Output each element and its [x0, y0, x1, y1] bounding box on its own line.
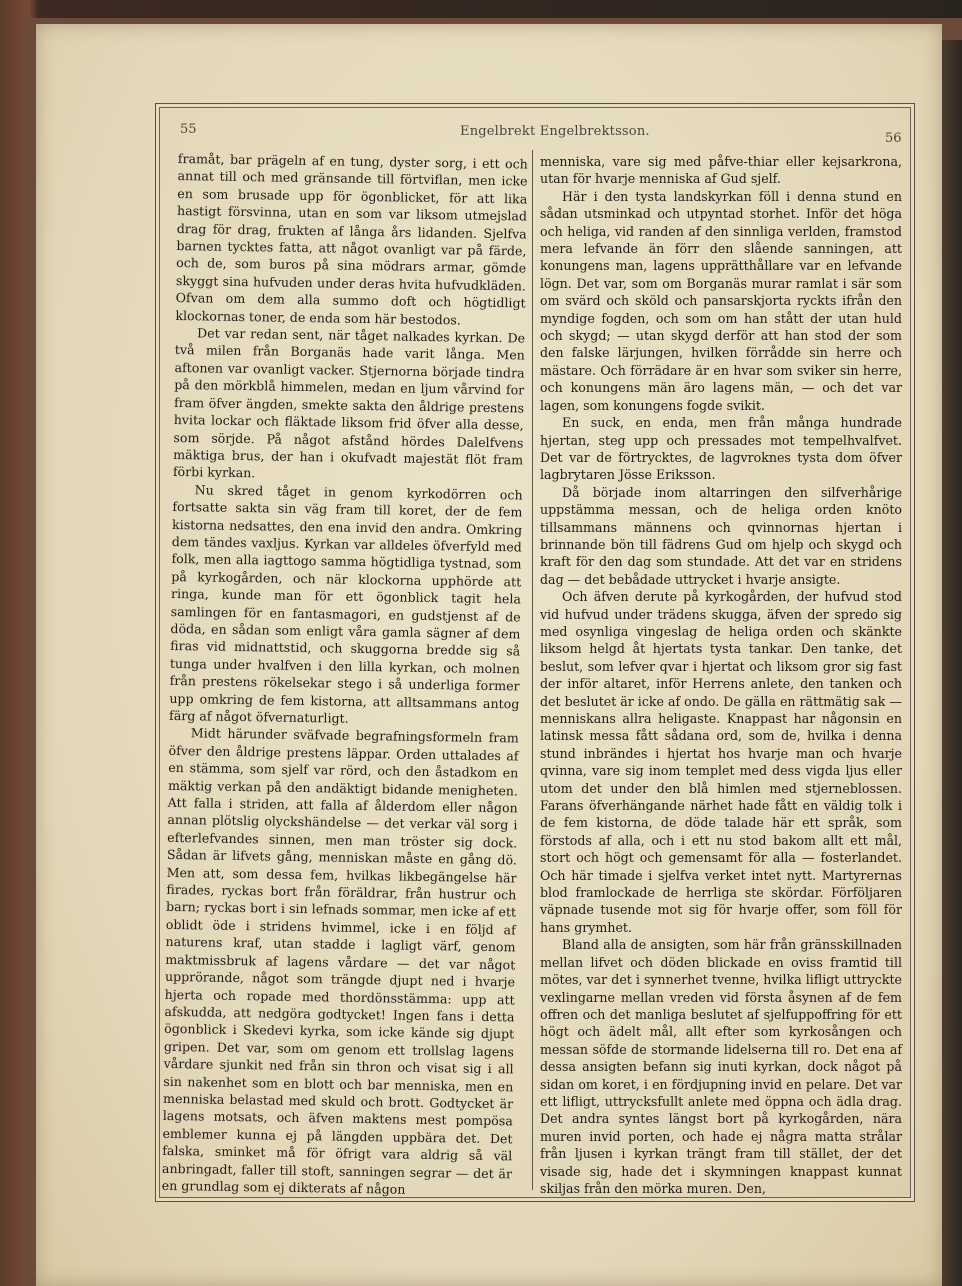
- paragraph: Bland alla de ansigten, som här från gränsskillnaden mellan lifvet och döden blickade en oviss framtid till mötes, var det i synnerhet tvenne, hvilka lifligt uttryckte vexlingarne mellan vreden vid första åsynen af de fem offren och det manliga beslutet af sjelfuppoffring för ett högt och ädelt mål, allt efter som kyrkosången och messan söfde de stormande lidelserna till ro. Det ena af dessa ansigten befann sig inuti kyrkan, dock något på sidan om koret, i en fördjupning invid en pelare. Det var ett lifligt, uttrycksfullt anlete med öppna och ädla drag. Det andra syntes längst bort på kyrkogården, nära muren invid porten, och hade ej några matta strålar från ljusen i kyrkan trängt fram till stället, der det visade sig, hade det i skymningen knappast kunnat skiljas från den mörka muren. Den,: [540, 937, 902, 1196]
- running-title: Engelbrekt Engelbrektsson.: [460, 124, 650, 139]
- paragraph: Det var redan sent, när tåget nalkades kyrkan. De två milen från Borganäs hade varit långa. Men aftonen var ovanligt vacker. Stjernorna började tindra på den mörkblå himmelen, medan en ljum vårvind for fram öfver ängden, smekte sakta den åldrige prestens hvita lockar och fläktade liksom frid öfver alla desse, som sörjde. På något afstånd hördes Dalelfvens mäktiga brus, der han i okufvadt majestät flöt fram förbi kyrkan.: [172, 325, 526, 481]
- paragraph: Här i den tysta landskyrkan föll i denna stund en sådan utsminkad och utpyntad storhet. Inför det höga och heliga, vid randen af den sinnliga verlden, framstod mera lefvande än förr den slående sanningen, att konungens man, lagens upprätthållare var en lefvande lögn. Det var, som om Borganäs murar ramlat i sär som om svärd och sköld och pansarskjorta ryckts ifrån den myndige fogden, och som om han stått der utan huld och skygd; — utan skygd derför att han stod der som den falske lärjungen, hvilken förrådde sin herre och mästare. Och förrädare är en hvar som sviker sin herre, och konungens män äro lagens män, — och det var lagen, som konungens fogde svikit.: [540, 188, 902, 413]
- right-column: [540, 153, 902, 1197]
- left-column: [162, 150, 528, 1200]
- paragraph: framåt, bar prägeln af en tung, dyster sorg, i ett och annat till och med gränsande till förtviflan, men icke en som brusade upp för ögonblicket, för att lika hastigt försvinna, utan en som var liksom utmejslad drag för drag, frukten af långa års lidanden. Sjelfva barnen tycktes fatta, att något ovanligt var på färde, och de, som buros på sina mödrars armar, gömde skyggt sina hufvuden under deras hvita hufvudkläden. Ofvan om dem alla summo doft och högtidligt klockornas toner, de enda som här bestodos.: [175, 150, 528, 328]
- paragraph: Nu skred tåget in genom kyrkodörren och fortsatte sakta sin väg fram till koret, der de fem kistorna nedsattes, den ena invid den andra. Omkring dem tändes vaxljus. Kyrkan var alldeles öfverfyld med folk, men alla iagttogo samma högtidliga tystnad, som på kyrkogården, och när klockorna upphörde att ringa, kunde man för ett ögonblick tagit hela samlingen för en fantasmagori, en gudstjenst af de döda, en sådan som enligt våra gamla sägner af dem firas vid midnattstid, och skuggorna bredde sig så tunga under hvalfven i den lilla kyrkan, och molnen från prestens rökelsekar stego i så underliga former upp omkring de fem kistorna, att alltsammans antog färg af något öfvernaturligt.: [168, 482, 523, 726]
- paragraph: En suck, en enda, men från många hundrade hjertan, steg upp och pressades mot tempelhvalfvet. Det var de förtrycktes, de lagvroknes tysta dom öfver lagbrytaren Jösse Eriksson.: [540, 415, 902, 483]
- right-page-number: 56: [885, 131, 902, 146]
- left-page-number: 55: [180, 122, 197, 137]
- paragraph: Midt härunder sväfvade begrafningsformeln fram öfver den åldrige prestens läppar. Orden uttalades af en stämma, som sjelf var rörd, och den åstadkom en mäktig verkan på den andäktigt bidande menigheten. Att falla i striden, att falla af ålderdom eller någon annan plötslig olyckshändelse — det verkar väl sorg i efterlefvandes sinnen, men man tröster sig dock. Sådan är lifvets gång, menniskan måste en gång dö. Men att, som dessa fem, hvilkas likbegängelse här firades, ryckas bort från föräldrar, från hustrur och barn; ryckas bort i sin lefnads sommar, men icke af ett oblidt öde i stridens hvimmel, icke i en följd af naturens kraf, utan stadde i lagligt värf, genom maktmissbruk af lagens vårdare — det var något upprörande, något som trängde djupt ned i hvarje hjerta och ropade med thordönsstämma: upp att afskudda, att nedgöra godtycket! Ingen fans i detta ögonblick i Skedevi kyrka, som icke kände sig djupt gripen. Det var, som om genom ett trollslag lagens vårdare sjunkit ned från sin thron och visat sig i all sin nakenhet som en blott och bar menniska, men en menniska belastad med skuld och brott. Godtycket är lagens motsats, och äfven maktens mest pompösa emblemer kunna ej på längden uppbära det. Det falska, sminket må för öfrigt vara aldrig så väl anbringadt, faller till stoft, sanningen segrar — det är en grundlag som ej dikterats af någon: [161, 725, 519, 1197]
- binding-strip: [942, 40, 962, 1286]
- paragraph: Då började inom altarringen den silfverhårige uppstämma messan, och de heliga orden knöto tillsammans männens och qvinnornas hjertan i brinnande bön till fädrens Gud om hjelp och skygd och kraft för den dag som stundade. Att det var en stridens dag — det bebådade uttrycket i hvarje ansigte.: [540, 484, 902, 587]
- paragraph: Och äfven derute på kyrkogården, der hufvud stod vid hufvud under trädens skugga, äfven der spredo sig med osynliga vingeslag de heliga orden och skänkte liksom helgd åt hjertats tysta tankar. Den tanke, det beslut, som lefver qvar i hjertat och liksom gror sig fast der inför altaret, inför Herrens anlete, den tanken och det beslutet är icke af ondo. De gälla en rättmätig sak — menniskans allra heligaste. Knappast har någonsin en latinsk messa fått sådana ord, som de, hvilka i denna stund inbrändes i hjertat hos hvarje man och hvarje qvinna, vare sig inom templet med dess vigda ljus eller utom det under den blå himlen med stjerneblossen. Farans öfverhängande närhet hade fått en väldig tolk i de fem kistorna, de döde talade här ett språk, som förstods af alla, och i ett nu stod bakom allt ett mål, stort och högt och gemensamt för alla — fosterlandet. Och här timade i sjelfva verket intet nytt. Martyrernas blod framlockade de herrliga ste skördar. Förföljaren väpnade tusende mot sig för hvarje offer, som föll för hans grymhet.: [540, 589, 902, 935]
- column-divider: [532, 150, 533, 1190]
- paragraph: menniska, vare sig med påfve-thiar eller kejsarkrona, utan för hvarje menniska af Gud sjelf.: [540, 154, 902, 187]
